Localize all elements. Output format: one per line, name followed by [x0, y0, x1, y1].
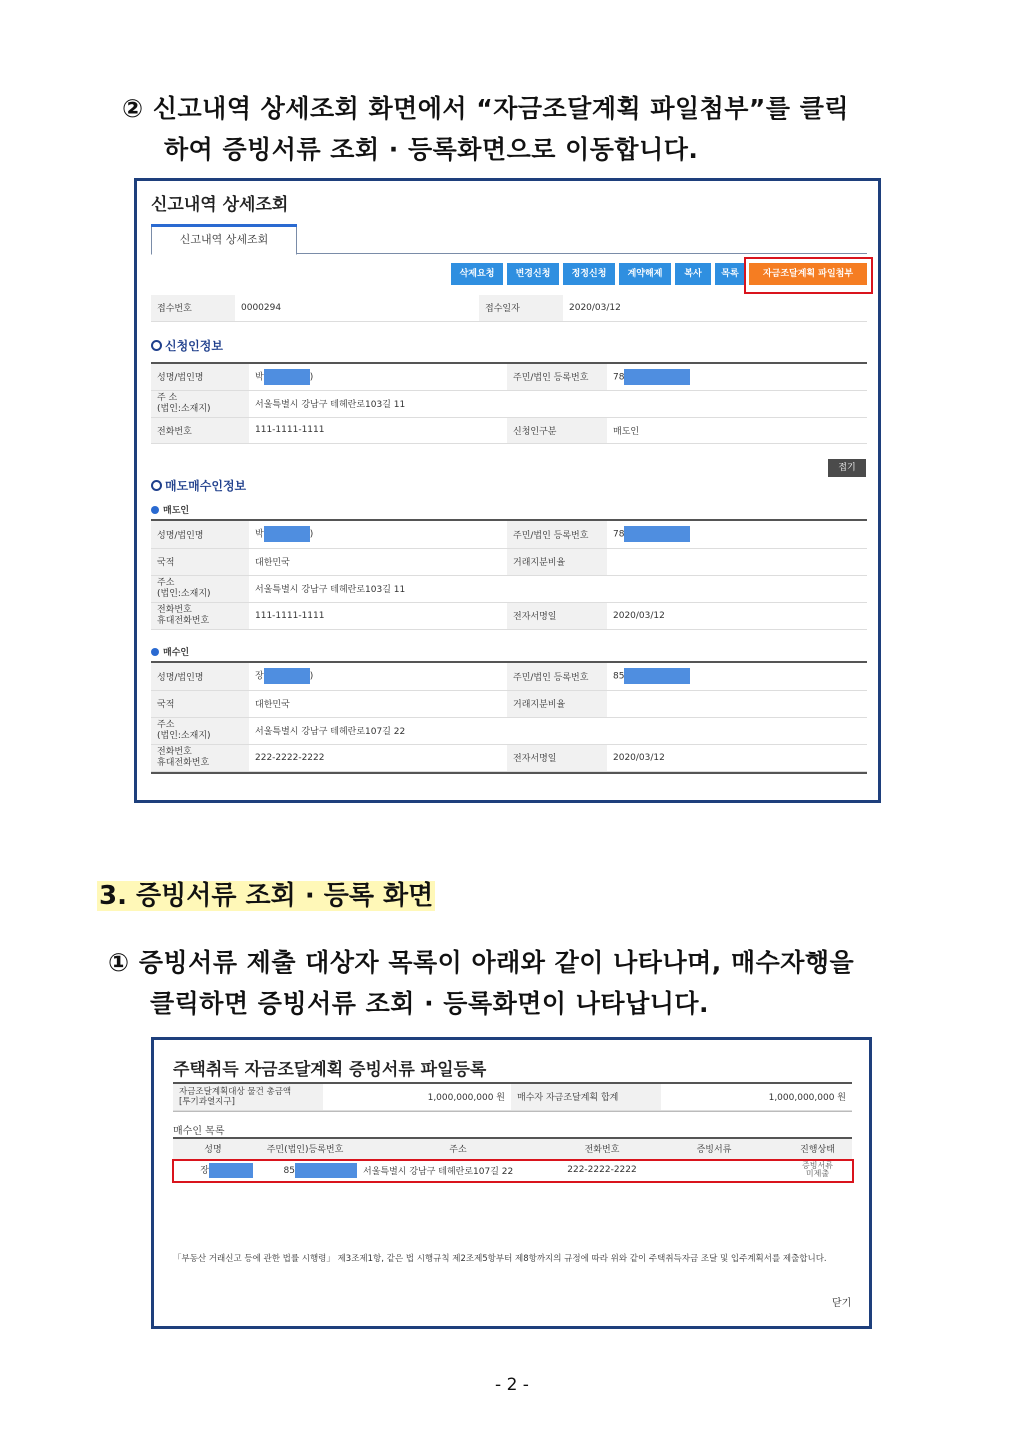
buyer-name-value: 장	[255, 671, 264, 682]
seller-sign-value: 2020/03/12	[607, 602, 867, 629]
highlight-box-attach	[744, 257, 873, 294]
instruction-paragraph-2	[108, 942, 930, 1024]
row-status-2: 미제출	[805, 1169, 830, 1178]
applicant-tel-label: 전화번호	[151, 417, 249, 443]
delete-request-button[interactable]: 삭제요청	[451, 263, 503, 285]
list-button[interactable]: 목록	[715, 263, 745, 285]
legal-footnote: 「부동산 거래신고 등에 관한 법률 시행령」 제3조제1항, 같은 법 시행규칙 제2조제5항부터 제8항까지의 규정에 따라 위와 같이 주택취득자금 조달 및 입주계획서를 제출합니다.	[173, 1254, 827, 1264]
instruction-2-line-2: 클릭하면 증빙서류 조회 · 등록화면이 나타납니다.	[150, 989, 710, 1018]
applicant-addr-value: 서울특별시 강남구 테헤란로103길 11	[249, 390, 867, 417]
seller-name-cell	[249, 521, 507, 548]
seller-nation-value: 대한민국	[249, 548, 507, 575]
close-button[interactable]: 닫기	[832, 1298, 852, 1309]
buyer-name-cell	[249, 663, 507, 690]
receipt-no-label: 접수번호	[151, 295, 235, 321]
col-addr: 주소	[357, 1139, 559, 1159]
buyer-ratio-value	[607, 690, 867, 717]
buyer-name-suffix: )	[309, 671, 314, 682]
buyer-tel-label	[151, 744, 249, 771]
applicant-type-label: 신청인구분	[507, 417, 607, 443]
applicant-type-value: 매도인	[607, 417, 867, 443]
applicant-reg-cell	[607, 364, 867, 390]
redaction-mask	[264, 526, 310, 542]
seller-heading-text: 매도인	[163, 506, 190, 516]
buyer-nation-value: 대한민국	[249, 690, 507, 717]
applicant-addr-label-1: 주 소	[157, 392, 178, 403]
seller-name-label: 성명/법인명	[151, 521, 249, 548]
parties-heading-text: 매도매수인정보	[165, 479, 247, 493]
instruction-2-line-1: ① 증빙서류 제출 대상자 목록이 아래와 같이 나타나며, 매수자행을	[108, 948, 855, 977]
seller-addr-value: 서울특별시 강남구 테헤란로103길 11	[249, 575, 867, 602]
col-reg: 주민(법인)등록번호	[253, 1139, 357, 1159]
buyer-reg-label: 주민/법인 등록번호	[507, 663, 607, 690]
seller-ratio-value	[607, 548, 867, 575]
buyer-nation-label: 국적	[151, 690, 249, 717]
redaction-mask	[624, 369, 690, 385]
applicant-reg-value: 78	[613, 372, 625, 383]
applicant-name-suffix: )	[309, 372, 314, 383]
seller-addr-label-2: (법인:소재지)	[157, 588, 211, 599]
redaction-mask	[264, 668, 310, 684]
receipt-info-grid	[151, 295, 867, 322]
buyer-heading	[151, 645, 189, 658]
applicant-addr-label	[151, 390, 249, 417]
correction-request-button[interactable]: 정정신청	[563, 263, 615, 285]
applicant-heading-text: 신청인정보	[165, 339, 223, 353]
parties-heading	[151, 477, 246, 494]
seller-addr-label	[151, 575, 249, 602]
col-doc: 증빙서류	[645, 1139, 783, 1159]
seller-ratio-label: 거래지분비율	[507, 548, 607, 575]
seller-reg-cell	[607, 521, 867, 548]
applicant-name-value: 박	[255, 372, 264, 383]
buyer-tel-label-2: 휴대전화번호	[157, 757, 210, 768]
buyer-sign-label: 전자서명일	[507, 744, 607, 771]
fund-plan-attach-button[interactable]: 자금조달계획 파일첨부	[749, 263, 867, 285]
buyer-addr-label-2: (법인:소재지)	[157, 730, 211, 741]
total-amount-label-1: 자금조달계획대상 물건 총금액	[179, 1086, 292, 1097]
buyer-ratio-label: 거래지분비율	[507, 690, 607, 717]
applicant-addr-label-2: (법인:소재지)	[157, 403, 211, 414]
seller-heading	[151, 503, 189, 516]
highlight-box-buyer-row	[172, 1159, 854, 1183]
col-status: 진행상태	[783, 1139, 852, 1159]
instruction-1-line-1: ② 신고내역 상세조회 화면에서 “자금조달계획 파일첨부”를 클릭	[122, 94, 850, 123]
applicant-name-cell	[249, 364, 507, 390]
buyer-reg-cell	[607, 663, 867, 690]
seller-name-suffix: )	[309, 529, 314, 540]
applicant-name-label: 성명/법인명	[151, 364, 249, 390]
applicant-heading	[151, 337, 223, 354]
section-3-title	[97, 876, 435, 916]
buyer-name-label: 성명/법인명	[151, 663, 249, 690]
section-3-title-text: 3. 증빙서류 조회 · 등록 화면	[99, 881, 434, 911]
buyer-plan-sum-value: 1,000,000,000 원	[661, 1084, 852, 1110]
seller-tel-label	[151, 602, 249, 629]
circle-bullet-icon	[151, 480, 162, 491]
buyer-list-heading: 매수인 목록	[173, 1126, 225, 1137]
instruction-1-line-2: 하여 증빙서류 조회 · 등록화면으로 이동합니다.	[164, 135, 699, 164]
col-tel: 전화번호	[559, 1139, 645, 1159]
evidence-upload-screenshot	[151, 1037, 872, 1329]
seller-tel-label-2: 휴대전화번호	[157, 615, 210, 626]
buyer-grid	[151, 661, 867, 774]
row-tel: 222-2222-2222	[559, 1159, 645, 1181]
row-status-1: 증빙서류	[802, 1161, 833, 1170]
seller-nation-label: 국적	[151, 548, 249, 575]
applicant-grid	[151, 362, 867, 444]
dot-bullet-icon	[151, 506, 159, 514]
buyer-tel-value: 222-2222-2222	[249, 744, 507, 771]
seller-addr-label-1: 주소	[157, 577, 175, 588]
contract-cancel-button[interactable]: 계약해제	[619, 263, 671, 285]
applicant-tel-value: 111-1111-1111	[249, 417, 507, 443]
seller-tel-value: 111-1111-1111	[249, 602, 507, 629]
buyer-heading-text: 매수인	[163, 648, 190, 658]
buyer-addr-value: 서울특별시 강남구 테헤란로107길 22	[249, 717, 867, 744]
page-number: - 2 -	[495, 1375, 529, 1395]
receipt-date-value: 2020/03/12	[563, 295, 867, 321]
total-amount-label-2: [투기과열지구]	[179, 1096, 235, 1107]
evidence-upload-title: 주택취득 자금조달계획 증빙서류 파일등록	[173, 1060, 487, 1080]
buyer-addr-label-1: 주소	[157, 719, 175, 730]
change-request-button[interactable]: 변경신청	[507, 263, 559, 285]
total-amount-label	[173, 1084, 323, 1110]
seller-reg-value: 78	[613, 529, 625, 540]
instruction-paragraph-1	[122, 88, 932, 170]
redaction-mask	[264, 369, 310, 385]
applicant-reg-label: 주민/법인 등록번호	[507, 364, 607, 390]
receipt-no-value: 0000294	[235, 295, 479, 321]
seller-sign-label: 전자서명일	[507, 602, 607, 629]
row-addr: 서울특별시 강남구 테헤란로107길 22	[357, 1159, 559, 1181]
seller-reg-label: 주민/법인 등록번호	[507, 521, 607, 548]
buyer-tel-label-1: 전화번호	[157, 746, 192, 757]
redaction-mask	[624, 526, 690, 542]
seller-grid	[151, 519, 867, 630]
summary-grid	[173, 1082, 852, 1112]
circle-bullet-icon	[151, 340, 162, 351]
seller-tel-label-1: 전화번호	[157, 604, 192, 615]
row-name: 장	[200, 1165, 209, 1176]
col-name: 성명	[173, 1139, 253, 1159]
report-detail-title: 신고내역 상세조회	[151, 195, 289, 215]
fold-button[interactable]: 접기	[828, 459, 866, 477]
row-reg: 85	[283, 1165, 295, 1176]
dot-bullet-icon	[151, 648, 159, 656]
redaction-mask	[624, 668, 690, 684]
copy-button[interactable]: 복사	[675, 263, 711, 285]
buyer-sign-value: 2020/03/12	[607, 744, 867, 771]
seller-name-value: 박	[255, 529, 264, 540]
receipt-date-label: 접수일자	[479, 295, 563, 321]
report-detail-screenshot	[134, 178, 881, 803]
total-amount-value: 1,000,000,000 원	[323, 1084, 511, 1110]
buyer-addr-label	[151, 717, 249, 744]
buyer-plan-sum-label: 매수자 자금조달계획 합계	[511, 1084, 661, 1110]
buyer-reg-value: 85	[613, 671, 625, 682]
tab-report-detail[interactable]: 신고내역 상세조회	[151, 225, 297, 255]
